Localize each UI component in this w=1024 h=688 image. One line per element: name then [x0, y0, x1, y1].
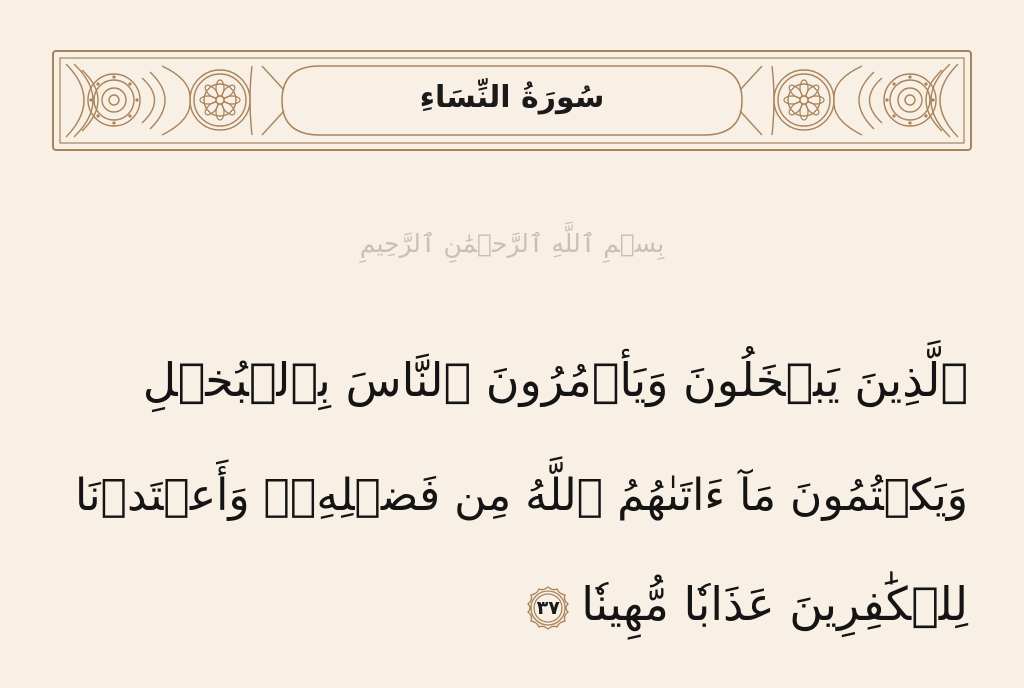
ayah-end-marker [525, 585, 571, 631]
verse-line-2: وَيَكۡتُمُونَ مَآ ءَاتَىٰهُمُ ٱللَّهُ مِن فَضۡلِهِۦۗ وَأَعۡتَدۡنَا [75, 470, 968, 521]
verse-line-3-text: لِلۡكَٰفِرِينَ عَذَابٗا مُّهِينٗا [581, 577, 968, 631]
verse-line-3 [56, 566, 968, 642]
surah-title: سُورَةُ النِّسَاءِ [419, 80, 605, 115]
ayah-number: ٣٧ [536, 596, 560, 619]
surah-header-banner [52, 50, 972, 151]
basmala: بِسۡمِ ٱللَّهِ ٱلرَّحۡمَٰنِ ٱلرَّحِيمِ [359, 228, 665, 258]
verse-line-1: ٱلَّذِينَ يَبۡخَلُونَ وَيَأۡمُرُونَ ٱلنَّاسَ بِٱلۡبُخۡلِ [142, 353, 968, 407]
